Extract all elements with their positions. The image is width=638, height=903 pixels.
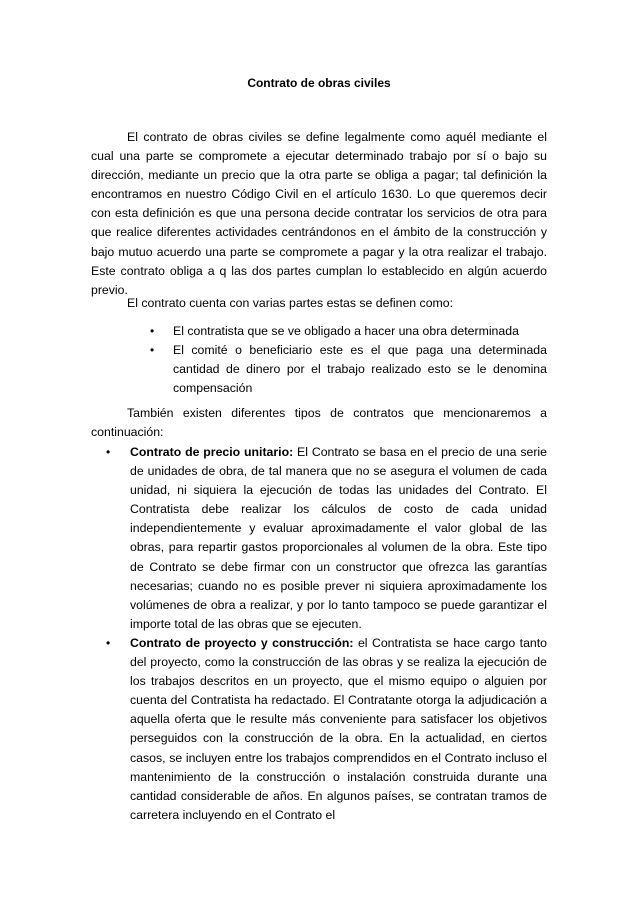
type-text: El Contrato se basa en el precio de una serie de unidades de obra, de tal manera que no se asegura el volumen de cada unidad, ni siquiera la ejecución de todas las unidades del Contrato. El Contratista debe realizar los cálculos de costo de cada unidad independientemente y evaluar aproximadamente el valor global de las obras, para repartir gastos proporcionales al volumen de la obra. Este tipo de Contrato se debe firmar con un constructor que ofrezca las garantías necesarias; cuando no es posible prever ni siquiera aproximadamente los volúmenes de obra a realizar, y por lo tanto tampoco se puede garantizar el importe total de las obras que se ejecuten. (130, 445, 547, 631)
list-item (150, 341, 547, 398)
type-name: Contrato de precio unitario: (130, 445, 294, 459)
list-item (150, 322, 547, 341)
parts-list (150, 322, 547, 398)
type-text: el Contratista se hace cargo tanto del proyecto, como la construcción de las obras y se realiza la ejecución de los trabajos descritos en un proyecto, que el mismo equipo o alguien por cuenta del Contratista ha redactado. El Contratante otorga la adjudicación a aquella oferta que le resulte más conveniente para satisfacer los objetivos perseguidos con la construcción de la obra. En la actualidad, en ciertos casos, se incluyen entre los trabajos comprendidos en el Contrato incluso el mantenimiento de la construcción o instalación construida durante una cantidad considerable de años. En algunos países, se contratan tramos de carretera incluyendo en el Contrato el (130, 635, 548, 822)
part-text: El contratista que se ve obligado a hacer una obra determinada (173, 324, 519, 338)
types-intro: También existen diferentes tipos de contratos que mencionaremos a continuación: (91, 406, 547, 440)
bullet-icon: • (150, 343, 155, 358)
list-item (106, 634, 547, 825)
intro-paragraph: El contrato de obras civiles se define legalmente como aquél mediante el cual una parte se compromete a ejecutar determinado trabajo por sí o bajo su dirección, mediante un precio que la otra parte se obliga a pagar; tal definición la encontramos en nuestro Código Civil en el artículo 1630. Lo que queremos decir con esta definición es que una persona decide contratar los servicios de otra para que realice diferentes actividades centrándonos en el ámbito de la construcción y bajo mutuo acuerdo una parte se compromete a pagar y la otra realizar el trabajo. Este contrato obliga a q las dos partes cumplan lo establecido en algún acuerdo previo. (91, 130, 547, 297)
part-text: El comité o beneficiario este es el que paga una determinada cantidad de dinero por el trabajo realizado esto se le denomina compensación (173, 343, 547, 396)
bullet-icon: • (106, 445, 111, 459)
parts-intro: El contrato cuenta con varias partes estas se definen como: (127, 296, 454, 310)
list-item (106, 443, 547, 634)
bullet-icon: • (150, 324, 155, 338)
types-list (106, 443, 547, 825)
document-title: Contrato de obras civiles (247, 76, 391, 90)
bullet-icon: • (106, 635, 111, 650)
type-name: Contrato de proyecto y construcción: (130, 635, 354, 650)
